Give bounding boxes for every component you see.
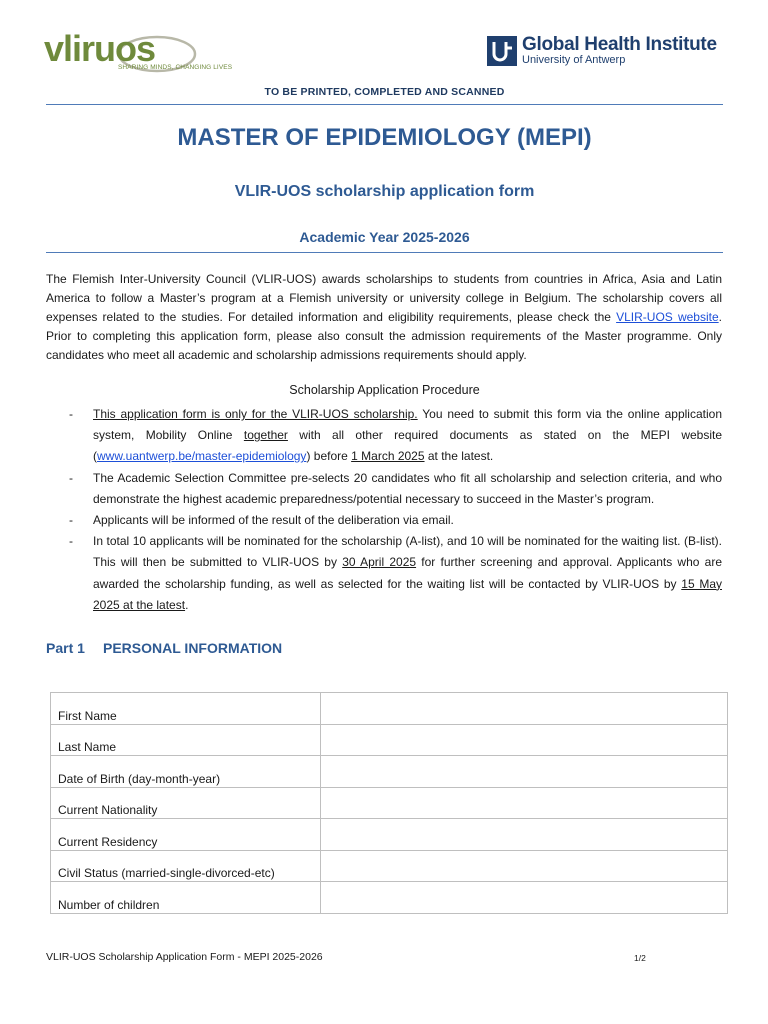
- ghi-subname: University of Antwerp: [522, 54, 626, 66]
- ghi-logo: [487, 34, 732, 70]
- intro-paragraph: The Flemish Inter-University Council (VLIR-UOS) awards scholarships to students from countries in Africa, Asia and Latin America to follow a Master’s program at a Flemish university or university college in Belgium. The scholarship covers all expenses related to the studies. For detailed information and eligibility requirements, please check the VLIR-UOS website. Prior to completing this application form, please also consult the admission requirements of the Master programme. Only candidates who meet all academic and scholarship admissions requirements should apply.: [46, 272, 722, 362]
- vliruos-website-link[interactable]: VLIR-UOS website: [616, 310, 719, 324]
- nationality-field[interactable]: [321, 787, 728, 819]
- print-note: TO BE PRINTED, COMPLETED AND SCANNED: [264, 86, 505, 98]
- civil-status-field[interactable]: [321, 850, 728, 882]
- ghi-name: Global Health Institute: [522, 34, 717, 55]
- field-label: First Name: [51, 693, 321, 725]
- field-label: Number of children: [51, 882, 321, 914]
- table-row: [51, 756, 728, 788]
- procedure-list: [46, 404, 722, 616]
- table-row: [51, 882, 728, 914]
- procedure-item-4: - In total 10 applicants will be nominated for the scholarship (A-list), and 10 will be nominated for the waiting list. (B-list). This will then be submitted to VLIR-UOS by 30 April 2025 for further screening and approval. Applicants who are awarded the scholarship funding, as well as selected for the waiting list will be contacted by VLIR-UOS by 15 May 2025 at the latest.: [69, 534, 723, 612]
- procedure-item-1: - This application form is only for the VLIR-UOS scholarship. You need to submit this form via the online application system, Mobility Online together with all other required documents as stated on the MEPI website (www.uantwerp.be/master-epidemiology) before 1 March 2025 at the latest.: [69, 407, 723, 464]
- vliruos-wordmark: vliruos: [44, 28, 156, 69]
- procedure-title: Scholarship Application Procedure: [289, 383, 480, 397]
- mepi-website-link[interactable]: www.uantwerp.be/master-epidemiology: [97, 449, 307, 464]
- field-label: Date of Birth (day-month-year): [51, 756, 321, 788]
- page-subtitle: VLIR-UOS scholarship application form: [234, 183, 535, 200]
- first-name-field[interactable]: [321, 693, 728, 725]
- date-of-birth-field[interactable]: [321, 756, 728, 788]
- title-divider: [46, 252, 723, 253]
- vliruos-logo: [44, 30, 244, 76]
- header-divider: [46, 104, 723, 105]
- last-name-field[interactable]: [321, 724, 728, 756]
- personal-info-table: [50, 692, 728, 914]
- field-label: Current Residency: [51, 819, 321, 851]
- field-label: Civil Status (married-single-divorced-etc): [51, 850, 321, 882]
- table-row: [51, 850, 728, 882]
- procedure-item-2: - The Academic Selection Committee pre-selects 20 candidates who fit all scholarship and selection criteria, and who demonstrate the highest academic preparedness/potential necessary to succeed in the Master’s program.: [69, 470, 722, 506]
- residency-field[interactable]: [321, 819, 728, 851]
- academic-year: Academic Year 2025-2026: [299, 229, 470, 245]
- table-row: [51, 819, 728, 851]
- table-row: [51, 787, 728, 819]
- number-of-children-field[interactable]: [321, 882, 728, 914]
- page-title: MASTER OF EPIDEMIOLOGY (MEPI): [177, 124, 592, 151]
- procedure-item-3: - Applicants will be informed of the result of the deliberation via email.: [69, 513, 454, 528]
- footer-title: VLIR-UOS Scholarship Application Form - MEPI 2025-2026: [46, 951, 323, 963]
- field-label: Current Nationality: [51, 787, 321, 819]
- part1-heading: Part 1 PERSONAL INFORMATION: [46, 640, 283, 656]
- page-number: 1/2: [634, 953, 646, 963]
- field-label: Last Name: [51, 724, 321, 756]
- table-row: [51, 693, 728, 725]
- table-row: [51, 724, 728, 756]
- university-antwerp-mark-icon: [487, 36, 517, 66]
- vliruos-tagline: SHARING MINDS, CHANGING LIVES: [118, 64, 233, 71]
